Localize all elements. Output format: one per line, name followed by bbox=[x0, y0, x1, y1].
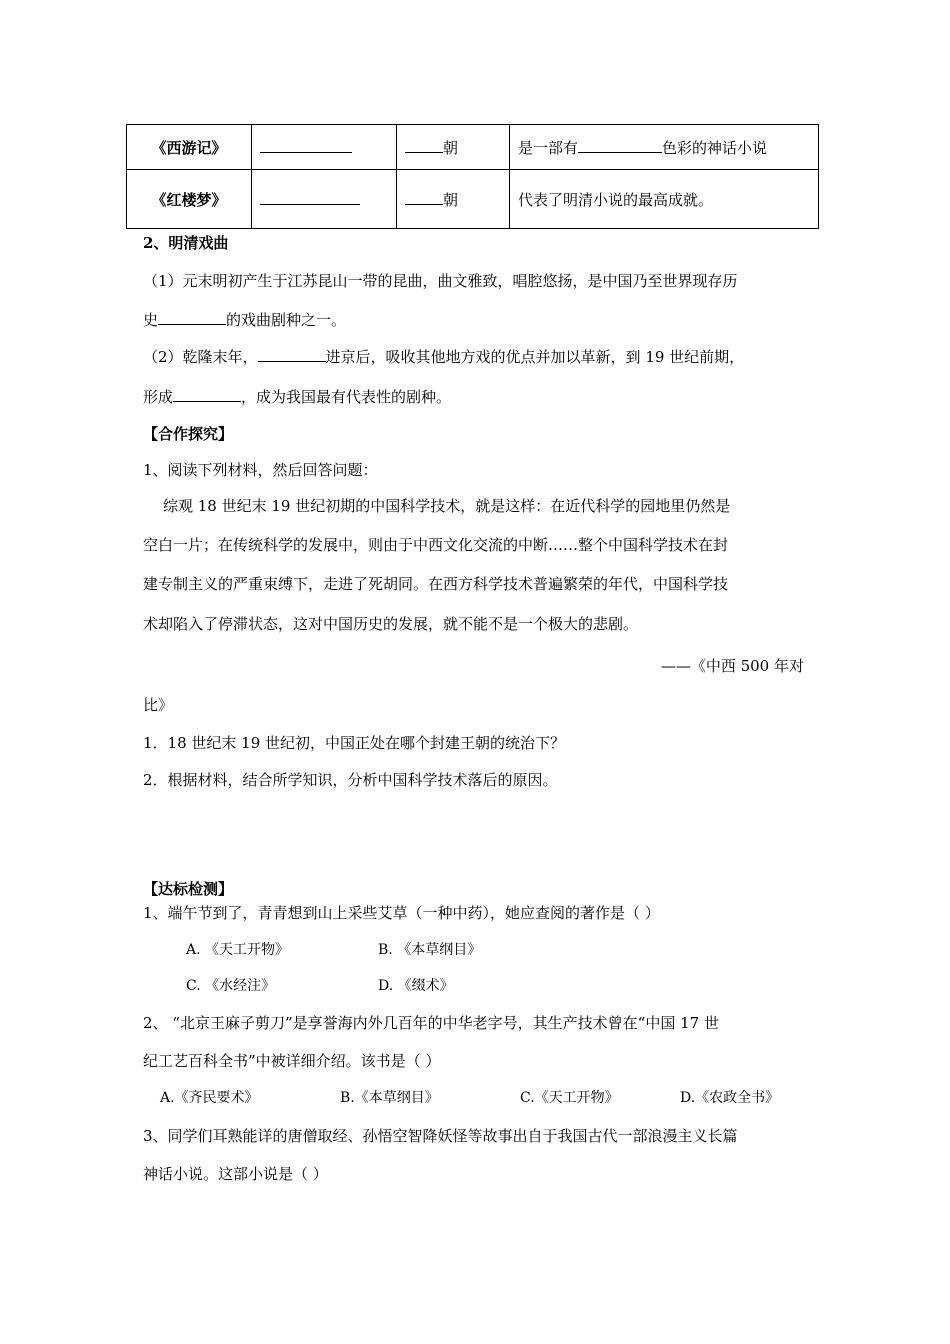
description-cell bbox=[510, 170, 819, 229]
table-row bbox=[127, 125, 819, 170]
description-text: 代表了明清小说的最高成就。 bbox=[518, 190, 714, 209]
dynasty-cell bbox=[397, 170, 510, 229]
text-segment: 进京后，吸收其他地方戏的优点并加以革新，到 19 世纪前期， bbox=[325, 348, 745, 366]
option-c[interactable]: C.《天工开物》 bbox=[520, 1090, 619, 1106]
author-blank-cell bbox=[252, 125, 397, 170]
question-2: 2．根据材料，结合所学知识，分析中国科学技术落后的原因。 bbox=[143, 771, 558, 789]
option-c[interactable]: C. 《水经注》 bbox=[186, 978, 276, 994]
test-question-2-line-1: 2、 “北京王麻子剪刀”是享誉海内外几百年的中华老字号，其生产技术曾在“中国 17 世 bbox=[143, 1014, 719, 1032]
test-question-1: 1、端午节到了，青青想到山上采些艾草（一种中药），她应查阅的著作是（ ） bbox=[143, 904, 660, 922]
test-question-2-line-2: 纪工艺百科全书”中被详细介绍。该书是（ ） bbox=[143, 1052, 441, 1070]
work-title: 《红楼梦》 bbox=[127, 170, 252, 229]
drama-paragraph-1-line-1: （1）元末明初产生于江苏昆山一带的昆曲，曲文雅致，唱腔悠扬，是中国乃至世界现存历 bbox=[143, 272, 738, 290]
option-d[interactable]: D.《农政全书》 bbox=[680, 1090, 780, 1106]
text-segment: ，成为我国最有代表性的剧种。 bbox=[241, 388, 452, 406]
text-segment: （2）乾隆末年， bbox=[143, 348, 258, 366]
author-blank[interactable] bbox=[260, 137, 352, 153]
test-heading: 【达标检测】 bbox=[143, 880, 234, 898]
drama-heading: 2、明清戏曲 bbox=[143, 234, 229, 252]
work-title: 《西游记》 bbox=[127, 125, 252, 170]
literature-table bbox=[126, 124, 819, 229]
option-a[interactable]: A. 《天工开物》 bbox=[186, 942, 290, 958]
passage-line: 空白一片；在传统科学的发展中，则由于中西文化交流的中断……整个中国科学技术在封 bbox=[143, 536, 729, 554]
opera-name-blank[interactable] bbox=[173, 386, 241, 402]
text-segment: 史 bbox=[143, 311, 159, 329]
option-a[interactable]: A.《齐民要术》 bbox=[160, 1090, 259, 1106]
passage-line: 综观 18 世纪末 19 世纪初期的中国科学技术，就是这样：在近代科学的园地里仍然是 bbox=[163, 497, 731, 515]
passage-source: ——《中西 500 年对 bbox=[660, 657, 804, 675]
author-blank-cell bbox=[252, 170, 397, 229]
option-b[interactable]: B. 《本草纲目》 bbox=[378, 942, 482, 958]
dynasty-suffix: 朝 bbox=[443, 138, 459, 157]
reading-intro: 1、阅读下列材料，然后回答问题： bbox=[143, 461, 378, 479]
drama-paragraph-2-line-1 bbox=[143, 346, 744, 367]
test-question-3-line-2: 神话小说。这部小说是（ ） bbox=[143, 1165, 328, 1183]
question-1: 1．18 世纪末 19 世纪初，中国正处在哪个封建王朝的统治下？ bbox=[143, 734, 566, 752]
passage-source-end: 比》 bbox=[143, 696, 174, 714]
table-row bbox=[127, 170, 819, 229]
description-text: 是一部有 bbox=[518, 138, 579, 157]
dynasty-blank[interactable] bbox=[405, 189, 443, 205]
text-segment: 形成 bbox=[143, 388, 174, 406]
passage-line: 建专制主义的严重束缚下，走进了死胡同。在西方科学技术普遍繁荣的年代，中国科学技 bbox=[143, 575, 729, 593]
test-question-3-line-1: 3、同学们耳熟能详的唐僧取经、孙悟空智降妖怪等故事出自于我国古代一部浪漫主义长篇 bbox=[143, 1127, 738, 1145]
genre-blank[interactable] bbox=[578, 137, 662, 153]
description-text-end: 色彩的神话小说 bbox=[662, 138, 768, 157]
dynasty-cell bbox=[397, 125, 510, 170]
option-b[interactable]: B.《本草纲目》 bbox=[340, 1090, 439, 1106]
option-d[interactable]: D. 《缀术》 bbox=[378, 978, 454, 994]
dynasty-suffix: 朝 bbox=[443, 190, 459, 209]
kunqu-history-blank[interactable] bbox=[158, 309, 226, 325]
description-cell bbox=[510, 125, 819, 170]
passage-line: 术却陷入了停滞状态，这对中国历史的发展，就不能不是一个极大的悲剧。 bbox=[143, 615, 639, 633]
drama-paragraph-2-line-2 bbox=[143, 386, 451, 407]
cooperation-heading: 【合作探究】 bbox=[143, 425, 234, 443]
text-segment: 的戏曲剧种之一。 bbox=[226, 311, 347, 329]
author-blank[interactable] bbox=[260, 189, 360, 205]
drama-paragraph-1-line-2 bbox=[143, 309, 346, 330]
troupe-blank[interactable] bbox=[258, 346, 326, 362]
dynasty-blank[interactable] bbox=[405, 137, 443, 153]
